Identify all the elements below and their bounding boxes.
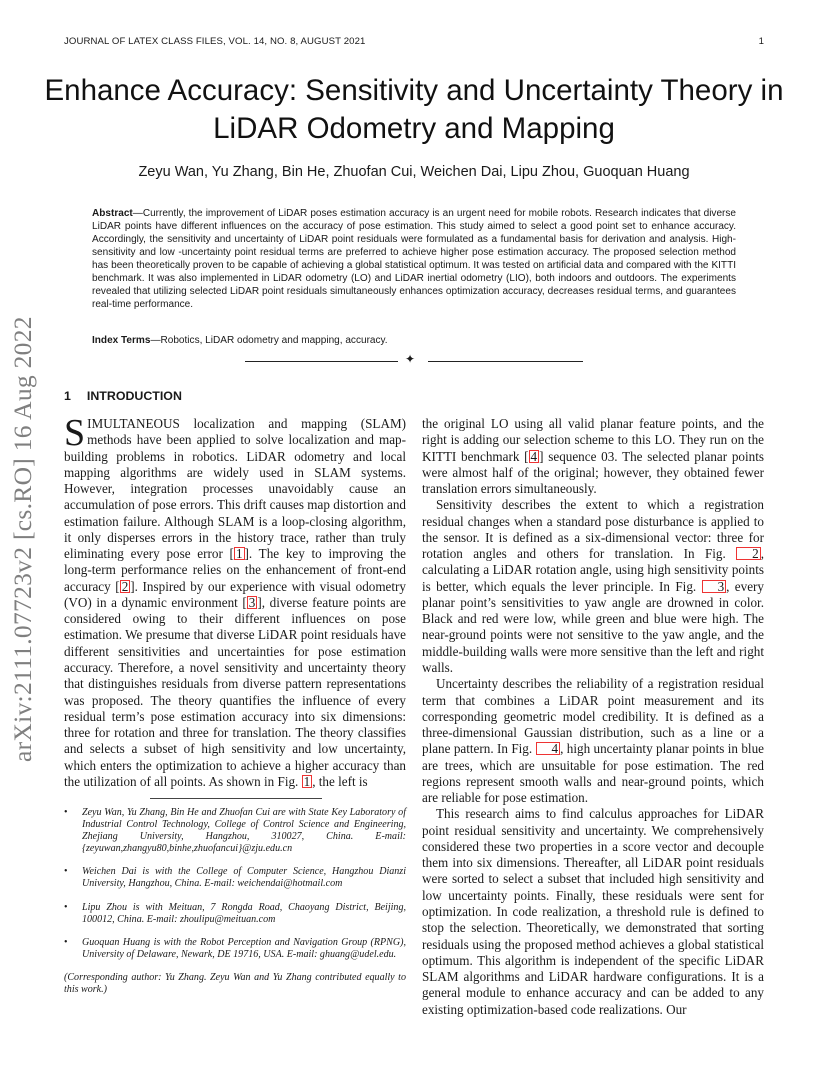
footnote-rule	[150, 798, 322, 799]
right-column	[422, 416, 764, 1018]
footnote-text: Zeyu Wan, Yu Zhang, Bin He and Zhuofan Cui are with State Key Laboratory of Industrial Control Technology, College of Control Science and Engineering, Zhejiang University, Hangzhou, 310027, China. E-mail: {zeyuwan,zhangyu80,binhe,zhuofancui}@zju.edu.cn	[82, 807, 406, 855]
index-terms	[92, 334, 736, 347]
text-run: , high uncertainty planar points in blue are trees, which are unsuitable for pose estimation. The red regions represent smooth walls and near-ground points, which are reliable for pose estimation.	[422, 741, 764, 806]
figure-link[interactable]: 1	[303, 773, 311, 789]
section-title: INTRODUCTION	[86, 389, 182, 403]
citation-link[interactable]: 1	[235, 546, 243, 562]
bullet-icon: •	[64, 866, 68, 878]
page-number: 1	[758, 36, 764, 47]
footnote-text: Guoquan Huang is with the Robot Perception and Navigation Group (RPNG), University of Delaware, Newark, DE 19716, USA. E-mail: ghuang@udel.edu.	[82, 936, 406, 960]
bullet-icon: •	[64, 936, 68, 948]
section-number: 1	[64, 389, 71, 403]
abstract	[92, 207, 736, 311]
footnote-item	[64, 902, 406, 926]
bullet-icon: •	[64, 901, 68, 913]
separator-diamond-icon: ✦	[405, 352, 416, 366]
separator-line-right	[428, 361, 583, 362]
text-run: localization and mapping (SLAM) methods have been applied to solve localization and map-building problems in robotics. LiDAR odometry and local mapping algorithms are widely used in SLAM systems. However, integration processes unavoidably cause an accumulation of pose errors. This drift causes map distortion and estimation failure. Although SLAM is a loop-closing algorithm, it only disperses errors in the history trace, rather than truly eliminating every pose error	[64, 416, 406, 562]
citation-link[interactable]: 3	[248, 594, 256, 610]
index-terms-text: —Robotics, LiDAR odometry and mapping, accuracy.	[150, 335, 388, 346]
left-column	[64, 412, 406, 790]
text-run: sequence 03. The selected planar points were almost half of the original; however, they obtained fewer translation errors simultaneously.	[422, 448, 764, 497]
footnote-item	[64, 866, 406, 890]
text-run: . The key to improving the long-term performance relies on the enhancement of front-end accuracy	[64, 546, 406, 594]
text-run: , calculating a LiDAR rotation angle, using high sensitivity points is better, which equals the lever principle. In Fig.	[422, 546, 764, 594]
citation-link[interactable]: 2	[121, 578, 129, 594]
text-run: , diverse feature points are considered owing to their different influences on pose estimation. We presume that diverse LiDAR point residuals have different sensitivities and uncertainties for pose estimation accuracy. Therefore, a novel sensitivity and uncertainty theory that distinguishes residuals from diverse pattern representations was proposed. The theory quantifies the influence of every residual term’s pose estimation accuracy into six dimensions: three for rotation and three for translation. The theory classifies and selects a subset of high sensitivity and low uncertainty, which enters the optimization to achieve a higher accuracy than the utilization of all points. As shown in Fig.	[64, 594, 406, 789]
citation-link[interactable]: 4	[530, 448, 538, 464]
running-header: JOURNAL OF LATEX CLASS FILES, VOL. 14, NO. 8, AUGUST 2021	[64, 36, 366, 47]
footnotes	[64, 807, 406, 1007]
figure-link[interactable]: 3	[702, 580, 727, 593]
footnote-text: Lipu Zhou is with Meituan, 7 Rongda Road, Chaoyang District, Beijing, 100012, China. E-mail: zhoulipu@meituan.com	[82, 901, 406, 925]
figure-link[interactable]: 4	[536, 742, 561, 755]
intro-paragraph-4: This research aims to find calculus approaches for LiDAR point residual sensitivity and uncertainty. We comprehensively considered these two properties in a score vector and decouple them into six dimensions. Thereafter, all LiDAR point residuals were sorted to select a subset that included high sensitivity and low uncertainty points. Finally, these residuals were sent for optimization. In code realization, a threshold rule is defined to stop the selection. Theoretically, we demonstrated that sorting residuals using the proposed method achieves a global statistical optimum. This algorithm is independent of the specific LiDAR SLAM algorithms and LiDAR hardware configurations. It is a general module to enhance accuracy and can be added to any existing optimization-based code realizations. Our	[422, 806, 764, 1017]
paper-title: Enhance Accuracy: Sensitivity and Uncertainty Theory in LiDAR Odometry and Mapping	[44, 74, 784, 145]
separator-line-left	[245, 361, 398, 362]
intro-paragraph-2	[422, 497, 764, 676]
arxiv-stamp: arXiv:2111.07723v2 [cs.RO] 16 Aug 2022	[8, 316, 37, 762]
text-run: . Inspired by our experience with visual odometry (VO) in a dynamic environment	[64, 578, 406, 610]
figure-link[interactable]: 2	[736, 547, 761, 560]
text-run: Uncertainty describes the reliability of a registration residual term that combines a LiDAR point measurement and its corresponding geometric model credibility. It is defined as a three-dimensional Gaussian distribution, such as a line or a plane pattern. In Fig.	[422, 676, 764, 757]
text-run: , every planar point’s sensitivities to yaw angle are drowned in color. Black and red were low, while green and blue were high. The near-ground points were not sensitive to the yaw angle, and the middle-building walls were more sensitive than the left and right walls.	[422, 578, 764, 675]
footnote-item	[64, 937, 406, 961]
section-heading	[64, 389, 182, 403]
text-run: Sensitivity describes the extent to which a registration residual changes when a standard pose disturbance is applied to the sensor. It is defined as a six-dimensional vector: three for rotation angles and others for translation. In Fig.	[422, 497, 764, 562]
footnote-text: Weichen Dai is with the College of Computer Science, Hangzhou Dianzi University, Hangzhou, China. E-mail: weichendai@hotmail.com	[82, 866, 406, 890]
text-run: , the left is	[312, 773, 368, 789]
intro-paragraph-1: SIMULTANEOUS localization and mapping (SLAM) methods have been applied to solve localization and map-building problems in robotics. LiDAR odometry and local mapping algorithms are widely used in SLAM systems. However, integration processes unavoidably cause an accumulation of pose errors. This drift causes map distortion and estimation failure. Although SLAM is a loop-closing algorithm, it only disperses errors in the history trace, rather than truly eliminating every pose error [ 1 ]. The key to improving the long-term performance relies on the enhancement of front-end accuracy [ 2 ]. Inspired by our experience with visual odometry (VO) in a dynamic environment [ 3 ], diverse feature points are considered owing to their different influences on pose estimation. We presume that diverse LiDAR point residuals have different sensitivities and uncertainties for pose estimation accuracy. Therefore, a novel sensitivity and uncertainty theory that distinguishes residuals from diverse pattern representations was proposed. The theory quantifies the influence of every residual term’s pose estimation accuracy into six dimensions: three for rotation and three for translation. The theory classifies and selects a subset of high sensitivity and low uncertainty, which enters the optimization to achieve a higher accuracy than the utilization of all points. As shown in Fig. 1 , the left is	[64, 412, 406, 789]
dropcap: S	[64, 412, 86, 454]
text-run: the original LO using all valid planar feature points, and the right is adding our selection scheme to this LO. They run on the KITTI benchmark	[422, 416, 764, 464]
smallcaps-lead: IMULTANEOUS	[87, 416, 180, 431]
intro-paragraph-3	[422, 676, 764, 806]
bullet-icon: •	[64, 807, 68, 818]
corresponding-author-note: (Corresponding author: Yu Zhang. Zeyu Wan and Yu Zhang contributed equally to this work.)	[64, 971, 406, 996]
footnote-item	[64, 807, 406, 855]
abstract-label: Abstract	[92, 208, 133, 219]
index-terms-label: Index Terms	[92, 335, 151, 346]
intro-paragraph-1-cont: the original LO using all valid planar feature points, and the right is adding our selection scheme to this LO. They run on the KITTI benchmark [ 4 ] sequence 03. The selected planar points were almost half of the original; however, they obtained fewer translation errors simultaneously.	[422, 416, 764, 497]
abstract-text: —Currently, the improvement of LiDAR poses estimation accuracy is an urgent need for mobile robots. Research indicates that diverse LiDAR points have different influences on the accuracy of pose estimation. This study aimed to select a good point set to enhance accuracy. Accordingly, the sensitivity and uncertainty of LiDAR point residuals were formulated as a fundamental basis for derivation and analysis. High-sensitivity and low -uncertainty point residual terms are preferred to achieve higher pose estimation accuracy. The proposed selection method has been theoretically proven to be capable of achieving a global statistical optimum. It was tested on artificial data and compared with the KITTI benchmark. It was also implemented in LiDAR odometry (LO) and LiDAR inertial odometry (LIO), both indoors and outdoors. The experiments revealed that utilizing selected LiDAR point residuals simultaneously enhances optimization accuracy, decreases residual terms, and guarantees real-time performance.	[92, 208, 736, 310]
author-list: Zeyu Wan, Yu Zhang, Bin He, Zhuofan Cui, Weichen Dai, Lipu Zhou, Guoquan Huang	[138, 164, 690, 180]
